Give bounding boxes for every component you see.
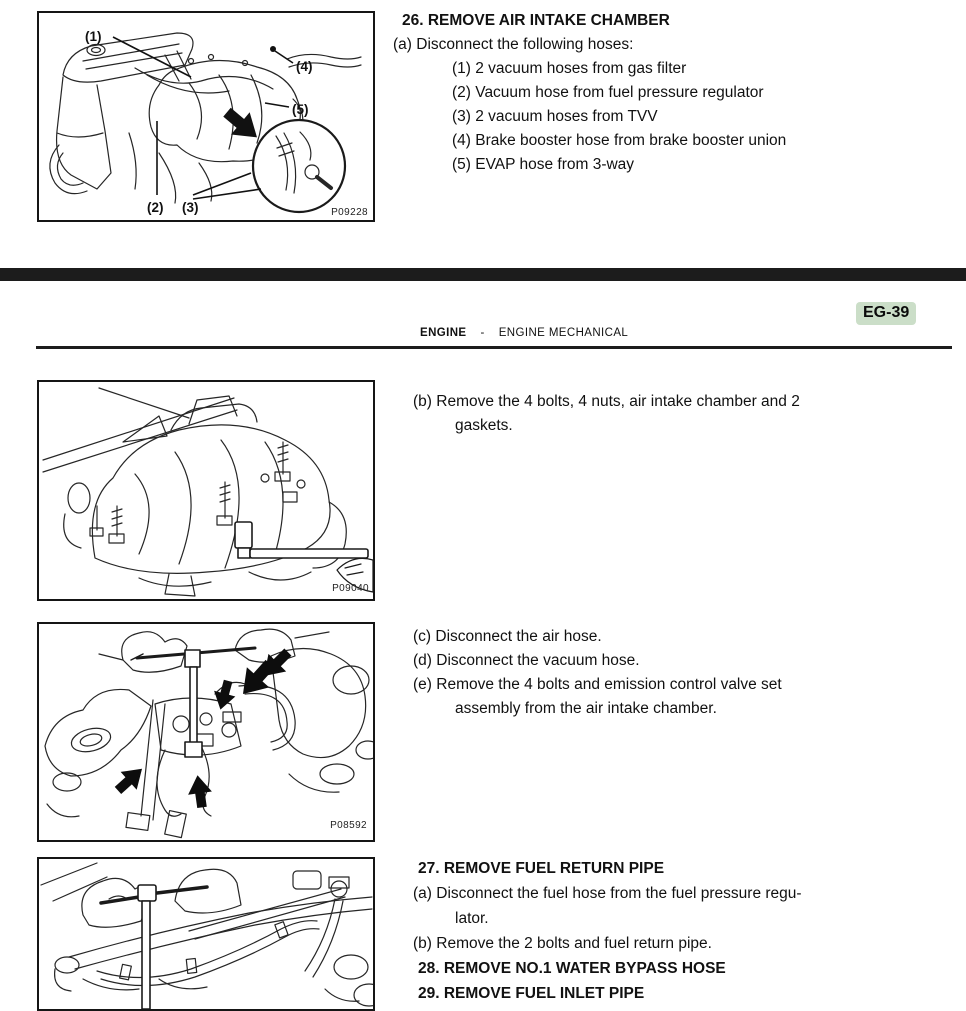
figure-code: P09040 bbox=[332, 583, 369, 594]
step-b-text bbox=[413, 390, 800, 438]
step-b-line-1: (b) Remove the 4 bolts, 4 nuts, air intake chamber and 2 bbox=[413, 393, 800, 410]
header-section: ENGINE bbox=[420, 327, 467, 339]
figure-code: P09228 bbox=[331, 207, 368, 218]
step-26-heading: 26. REMOVE AIR INTAKE CHAMBER bbox=[402, 12, 670, 29]
step-e-line-1: (e) Remove the 4 bolts and emission control valve set bbox=[413, 676, 782, 693]
page-number-badge: EG-39 bbox=[856, 302, 916, 325]
step-26-text bbox=[393, 9, 786, 177]
figure-air-intake-hoses bbox=[37, 11, 375, 222]
callout-2: (2) bbox=[147, 200, 164, 215]
intake-chamber-illustration bbox=[39, 382, 373, 599]
callout-5: (5) bbox=[292, 102, 309, 117]
step-26a-item-3: (3) 2 vacuum hoses from TVV bbox=[452, 108, 658, 125]
figure-emission-control-valve bbox=[37, 622, 375, 842]
running-header bbox=[420, 327, 628, 339]
figure-fuel-return-pipe bbox=[37, 857, 375, 1011]
step-29-heading: 29. REMOVE FUEL INLET PIPE bbox=[418, 985, 645, 1002]
magnifier-inset-circle bbox=[253, 120, 345, 212]
step-28-heading: 28. REMOVE NO.1 WATER BYPASS HOSE bbox=[418, 960, 726, 977]
step-27a-line-2: lator. bbox=[455, 910, 489, 927]
fuel-return-pipe-illustration bbox=[39, 859, 373, 1009]
emission-valve-illustration bbox=[39, 624, 373, 840]
step-26a-item-2: (2) Vacuum hose from fuel pressure regulator bbox=[452, 84, 764, 101]
step-26a-item-1: (1) 2 vacuum hoses from gas filter bbox=[452, 60, 687, 77]
figure-air-intake-chamber-removal bbox=[37, 380, 375, 601]
engine-hoses-illustration bbox=[39, 13, 373, 220]
step-26a-item-5: (5) EVAP hose from 3-way bbox=[452, 156, 635, 173]
callout-4-dot bbox=[270, 46, 276, 52]
t-handle-wrench bbox=[101, 885, 207, 1009]
t-handle-wrench bbox=[131, 648, 255, 757]
sections-27-29-text bbox=[413, 856, 802, 1006]
step-27b: (b) Remove the 2 bolts and fuel return pipe. bbox=[413, 935, 712, 952]
page-divider-bar bbox=[0, 268, 966, 281]
step-b-line-2: gaskets. bbox=[455, 417, 513, 434]
step-d: (d) Disconnect the vacuum hose. bbox=[413, 652, 640, 669]
header-subsection: ENGINE MECHANICAL bbox=[498, 327, 629, 339]
step-26a-item-4: (4) Brake booster hose from brake booster union bbox=[452, 132, 787, 149]
header-rule bbox=[36, 346, 952, 349]
step-e-line-2: assembly from the air intake chamber. bbox=[455, 700, 717, 717]
step-27-heading: 27. REMOVE FUEL RETURN PIPE bbox=[418, 860, 665, 877]
bolt-pointer-arrows bbox=[110, 643, 297, 809]
callout-4: (4) bbox=[296, 59, 313, 74]
callout-1: (1) bbox=[85, 29, 102, 44]
step-26a: (a) Disconnect the following hoses: bbox=[393, 36, 634, 53]
steps-cde-text bbox=[413, 625, 782, 721]
step-27a-line-1: (a) Disconnect the fuel hose from the fuel pressure regu- bbox=[413, 885, 802, 902]
step-c: (c) Disconnect the air hose. bbox=[413, 628, 602, 645]
callout-3: (3) bbox=[182, 200, 199, 215]
socket-wrench-extension bbox=[235, 522, 373, 592]
header-separator: - bbox=[480, 327, 485, 339]
figure-code: P08592 bbox=[330, 820, 367, 831]
